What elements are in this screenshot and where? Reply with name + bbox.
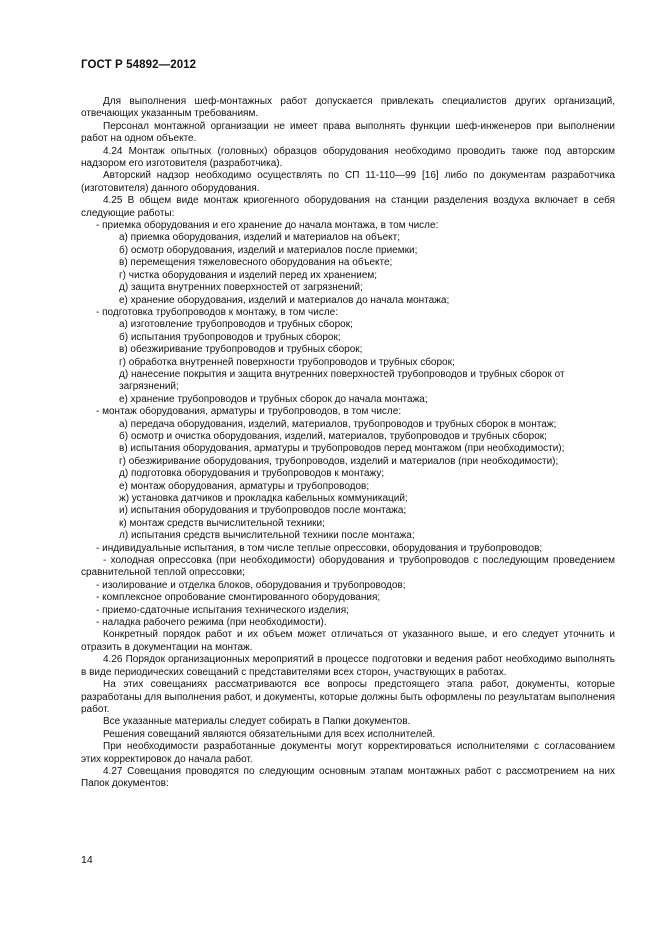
- paragraph: Решения совещаний являются обязательными для всех исполнителей.: [103, 728, 436, 740]
- paragraph: Авторский надзор необходимо осуществлять по СП 11-110—99 [16] либо по документам разработчика (изготовителя) данного оборудования.: [81, 170, 615, 194]
- list-item: г) обработка внутренней поверхности трубопроводов и трубных сборок;: [119, 356, 455, 368]
- list-item: в) перемещения тяжеловесного оборудования на объекте;: [119, 257, 393, 269]
- list-item: г) обезжиривание оборудования, трубопроводов, изделий и материалов (при необходимости);: [119, 455, 559, 467]
- dash-item: - индивидуальные испытания, в том числе теплые опрессовки, оборудования и трубопроводов;: [96, 542, 543, 554]
- dash-item: - комплексное опробование смонтированного оборудования;: [96, 592, 381, 604]
- paragraph: На этих совещаниях рассматриваются все вопросы предстоящего этапа работ, документы, которые разработаны для выполнения работ, и документы, которые должны быть оформлены по результатам выполнения работ.: [81, 679, 615, 715]
- list-item: б) осмотр оборудования, изделий и материалов после приемки;: [119, 244, 418, 256]
- list-item: е) хранение оборудования, изделий и материалов до начала монтажа;: [119, 294, 450, 306]
- list-item: д) нанесение покрытия и защита внутренних поверхностей трубопроводов и трубных сборок от загрязнений;: [119, 368, 565, 393]
- list-item: е) монтаж оборудования, арматуры и трубопроводов;: [119, 480, 370, 492]
- paragraph: При необходимости разработанные документы могут корректироваться исполнителями с согласованием этих корректировок до начала работ.: [81, 741, 615, 765]
- dash-item: - наладка рабочего режима (при необходимости).: [96, 617, 327, 629]
- paragraph: Конкретный порядок работ и их объем может отличаться от указанного выше, и его следует уточнить и отразить в документации на монтаж.: [81, 629, 615, 653]
- paragraph: Персонал монтажной организации не имеет права выполнять функции шеф-инженеров при выполнении работ на одном объекте.: [81, 120, 615, 145]
- page-number: 14: [81, 854, 93, 866]
- dash-item: - приемо-сдаточные испытания технического изделия;: [96, 604, 349, 616]
- list-item: к) монтаж средств вычислительной техники;: [119, 517, 325, 529]
- dash-item-wrapped: - холодная опрессовка (при необходимости) оборудования и трубопроводов с последующим проведением сравнительной теплой опрессовки;: [81, 555, 615, 579]
- clause-4-24: 4.24 Монтаж опытных (головных) образцов оборудования необходимо проводить также под авторским надзором его изготовителя (разработчика).: [81, 145, 615, 170]
- standard-header: ГОСТ Р 54892—2012: [81, 59, 197, 71]
- clause-4-27: 4.27 Совещания проводятся по следующим основным этапам монтажных работ с рассмотрением на них Папок документов:: [81, 765, 615, 790]
- list-item: ж) установка датчиков и прокладка кабельных коммуникаций;: [119, 493, 408, 504]
- list-item: е) хранение трубопроводов и трубных сборок до начала монтажа;: [119, 393, 428, 405]
- clause-4-26: 4.26 Порядок организационных мероприятий в процессе подготовки и ведения работ необходимо выполнять в виде периодических совещаний с представителями всех сторон, участвующих в работах.: [81, 654, 615, 678]
- list-item: д) подготовка оборудования и трубопроводов к монтажу;: [119, 468, 385, 480]
- dash-item: - монтаж оборудования, арматуры и трубопроводов, в том числе:: [96, 406, 402, 418]
- dash-item: - приемка оборудования и его хранение до начала монтажа, в том числе:: [96, 220, 439, 232]
- paragraph: Для выполнения шеф-монтажных работ допускается привлекать специалистов других организаций, отвечающих указанным требованиям.: [81, 96, 615, 120]
- paragraph: Все указанные материалы следует собирать в Папки документов.: [103, 716, 411, 728]
- list-item: в) обезжиривание трубопроводов и трубных сборок;: [119, 344, 363, 356]
- document-body: [81, 96, 615, 791]
- list-item: л) испытания средств вычислительной техники после монтажа;: [119, 530, 415, 542]
- list-item: б) осмотр и очистка оборудования, изделий, материалов, трубопроводов и трубных сборок;: [119, 430, 547, 442]
- dash-item: - изолирование и отделка блоков, оборудования и трубопроводов;: [96, 579, 406, 591]
- dash-item: - подготовка трубопроводов к монтажу, в том числе:: [96, 306, 338, 318]
- clause-4-25: 4.25 В общем виде монтаж криогенного оборудования на станции разделения воздуха включает в себя следующие работы:: [81, 195, 615, 219]
- list-item: а) приемка оборудования, изделий и материалов на объект;: [119, 232, 401, 244]
- list-item: б) испытания трубопроводов и трубных сборок;: [119, 331, 341, 343]
- list-item: г) чистка оборудования и изделий перед их хранением;: [119, 269, 378, 281]
- list-item: а) передача оборудования, изделий, материалов, трубопроводов и трубных сборок в монтаж;: [119, 418, 557, 430]
- list-item: а) изготовление трубопроводов и трубных сборок;: [119, 319, 353, 331]
- list-item: д) защита внутренних поверхностей от загрязнений;: [119, 282, 363, 294]
- list-item: и) испытания оборудования и трубопроводов после монтажа;: [119, 505, 407, 517]
- list-item: в) испытания оборудования, арматуры и трубопроводов перед монтажом (при необходимости);: [119, 443, 565, 455]
